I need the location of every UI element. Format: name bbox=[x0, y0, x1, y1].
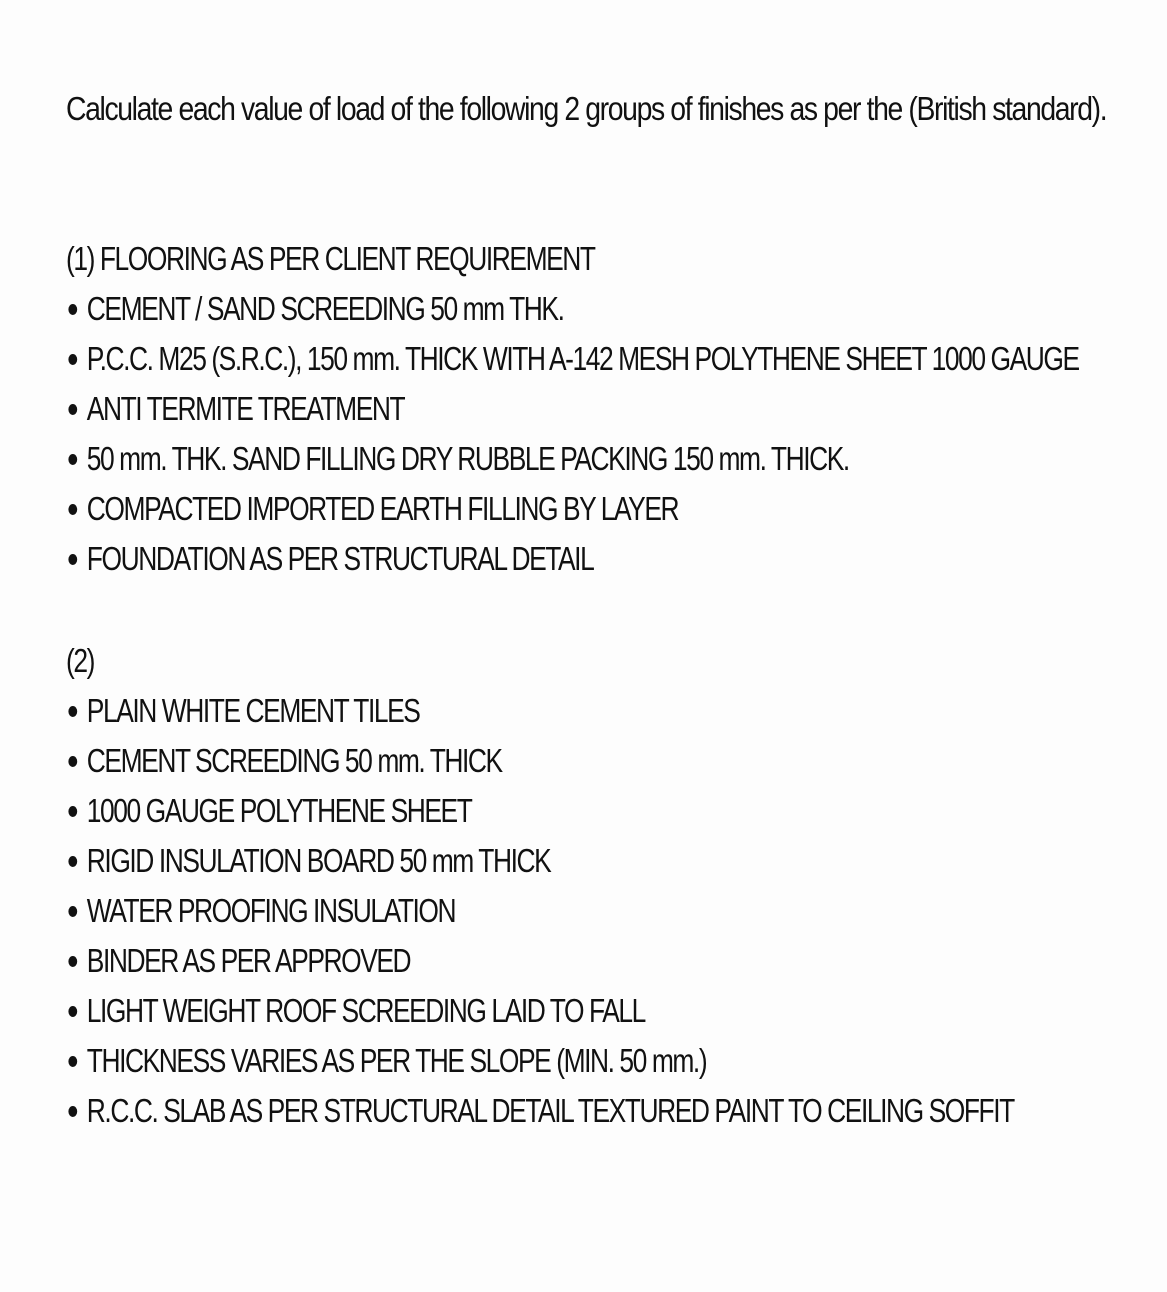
bullet-icon bbox=[68, 706, 77, 717]
group-heading: (2) bbox=[66, 642, 94, 679]
list-item bbox=[66, 284, 1079, 334]
list-item-text: PLAIN WHITE CEMENT TILES bbox=[86, 692, 420, 729]
list-item-text: 1000 GAUGE POLYTHENE SHEET bbox=[86, 792, 472, 829]
finish-group-1 bbox=[66, 234, 1167, 584]
bullet-icon bbox=[68, 504, 77, 515]
list-item-text: BINDER AS PER APPROVED bbox=[86, 942, 411, 979]
bullet-icon bbox=[68, 1006, 77, 1017]
bullet-icon bbox=[68, 304, 77, 315]
finish-group-2 bbox=[66, 636, 1167, 1136]
list-item bbox=[66, 986, 1014, 1036]
bullet-icon bbox=[68, 906, 77, 917]
bullet-icon bbox=[68, 756, 77, 767]
bullet-icon bbox=[68, 806, 77, 817]
bullet-icon bbox=[68, 354, 77, 365]
list-item-text: WATER PROOFING INSULATION bbox=[86, 892, 456, 929]
list-item bbox=[66, 686, 1014, 736]
list-item bbox=[66, 886, 1014, 936]
list-item-text: COMPACTED IMPORTED EARTH FILLING BY LAYER bbox=[86, 490, 679, 527]
list-item bbox=[66, 384, 1079, 434]
list-item bbox=[66, 534, 1079, 584]
list-item-text: LIGHT WEIGHT ROOF SCREEDING LAID TO FALL bbox=[86, 992, 645, 1029]
bullet-icon bbox=[68, 1106, 77, 1117]
document-body bbox=[66, 84, 1161, 1129]
list-item-text: ANTI TERMITE TREATMENT bbox=[86, 390, 405, 427]
list-item-text: CEMENT SCREEDING 50 mm. THICK bbox=[86, 742, 502, 779]
bullet-icon bbox=[68, 404, 77, 415]
list-item-text: RIGID INSULATION BOARD 50 mm THICK bbox=[86, 842, 551, 879]
list-item-text: P.C.C. M25 (S.R.C.), 150 mm. THICK WITH A-142 MESH POLYTHENE SHEET 1000 GAUGE bbox=[86, 340, 1079, 377]
list-item bbox=[66, 1036, 1014, 1086]
list-item-text: 50 mm. THK. SAND FILLING DRY RUBBLE PACKING 150 mm. THICK. bbox=[86, 440, 849, 477]
list-item bbox=[66, 786, 1014, 836]
list-item bbox=[66, 334, 1079, 384]
group-heading: (1) FLOORING AS PER CLIENT REQUIREMENT bbox=[66, 240, 595, 277]
list-item bbox=[66, 1086, 1014, 1136]
bullet-icon bbox=[68, 956, 77, 967]
list-item-text: CEMENT / SAND SCREEDING 50 mm THK. bbox=[86, 290, 564, 327]
list-item bbox=[66, 736, 1014, 786]
bullet-icon bbox=[68, 1056, 77, 1067]
list-item-text: THICKNESS VARIES AS PER THE SLOPE (MIN. 50 mm.) bbox=[86, 1042, 707, 1079]
list-item bbox=[66, 484, 1079, 534]
list-item bbox=[66, 836, 1014, 886]
bullet-icon bbox=[68, 554, 77, 565]
list-item bbox=[66, 936, 1014, 986]
bullet-icon bbox=[68, 454, 77, 465]
list-item bbox=[66, 434, 1079, 484]
intro-paragraph: Calculate each value of load of the following 2 groups of finishes as per the (British standard). bbox=[66, 90, 1107, 127]
bullet-icon bbox=[68, 856, 77, 867]
list-item-text: FOUNDATION AS PER STRUCTURAL DETAIL bbox=[86, 540, 594, 577]
list-item-text: R.C.C. SLAB AS PER STRUCTURAL DETAIL TEXTURED PAINT TO CEILING SOFFIT bbox=[86, 1092, 1014, 1129]
